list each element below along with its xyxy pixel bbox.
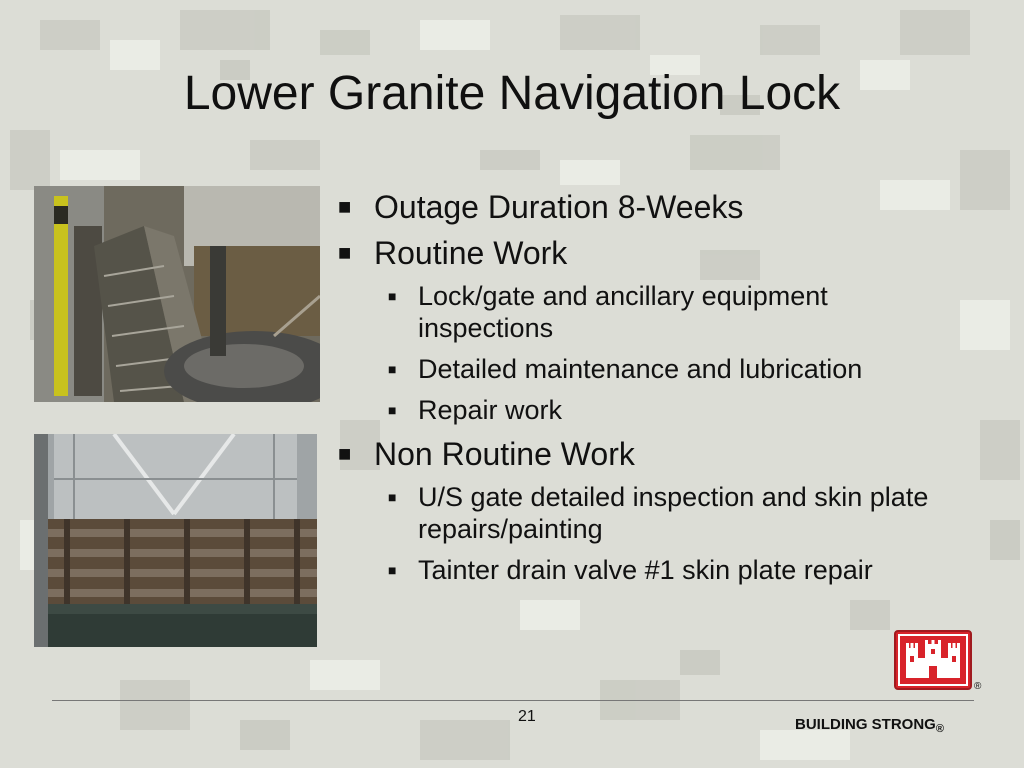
sub-bullet	[386, 353, 938, 385]
square-bullet-icon: ■	[338, 240, 352, 265]
sub-bullet	[386, 554, 938, 586]
sub-bullet-text: Lock/gate and ancillary equipment inspections	[418, 281, 828, 343]
slide-title: Lower Granite Navigation Lock	[183, 67, 841, 120]
square-bullet-icon: ■	[338, 441, 352, 466]
castle-logo-icon	[894, 630, 972, 690]
bullet-text: Outage Duration 8-Weeks	[374, 189, 744, 225]
small-square-bullet-icon: ■	[388, 489, 397, 505]
bullet-text: Routine Work	[374, 235, 568, 271]
logo-registered-mark: ®	[974, 681, 982, 692]
lock-gate-photo	[34, 186, 320, 402]
sub-bullet	[386, 280, 938, 344]
footer-brand-text: BUILDING STRONG	[795, 716, 936, 733]
gate-skin-plate-photo	[34, 434, 317, 647]
sub-bullet-text: Repair work	[418, 395, 563, 425]
sub-bullet	[386, 481, 938, 545]
bullet-routine	[336, 234, 966, 272]
small-square-bullet-icon: ■	[388, 562, 397, 578]
sub-bullet-text: U/S gate detailed inspection and skin plate repairs/painting	[418, 482, 929, 544]
bullet-outage	[336, 188, 966, 226]
footer-divider	[52, 700, 974, 701]
bullet-non-routine	[336, 435, 966, 473]
bullet-text: Non Routine Work	[374, 436, 635, 472]
sub-bullet-text: Tainter drain valve #1 skin plate repair	[418, 555, 873, 585]
footer-brand	[795, 716, 944, 735]
small-square-bullet-icon: ■	[388, 402, 397, 418]
small-square-bullet-icon: ■	[388, 361, 397, 377]
sub-bullet	[386, 394, 938, 426]
square-bullet-icon: ■	[338, 194, 352, 219]
page-number: 21	[518, 708, 536, 725]
bullet-list	[336, 188, 966, 595]
small-square-bullet-icon: ■	[388, 288, 397, 304]
footer-registered-mark: ®	[935, 723, 944, 735]
sub-bullet-text: Detailed maintenance and lubrication	[418, 354, 863, 384]
